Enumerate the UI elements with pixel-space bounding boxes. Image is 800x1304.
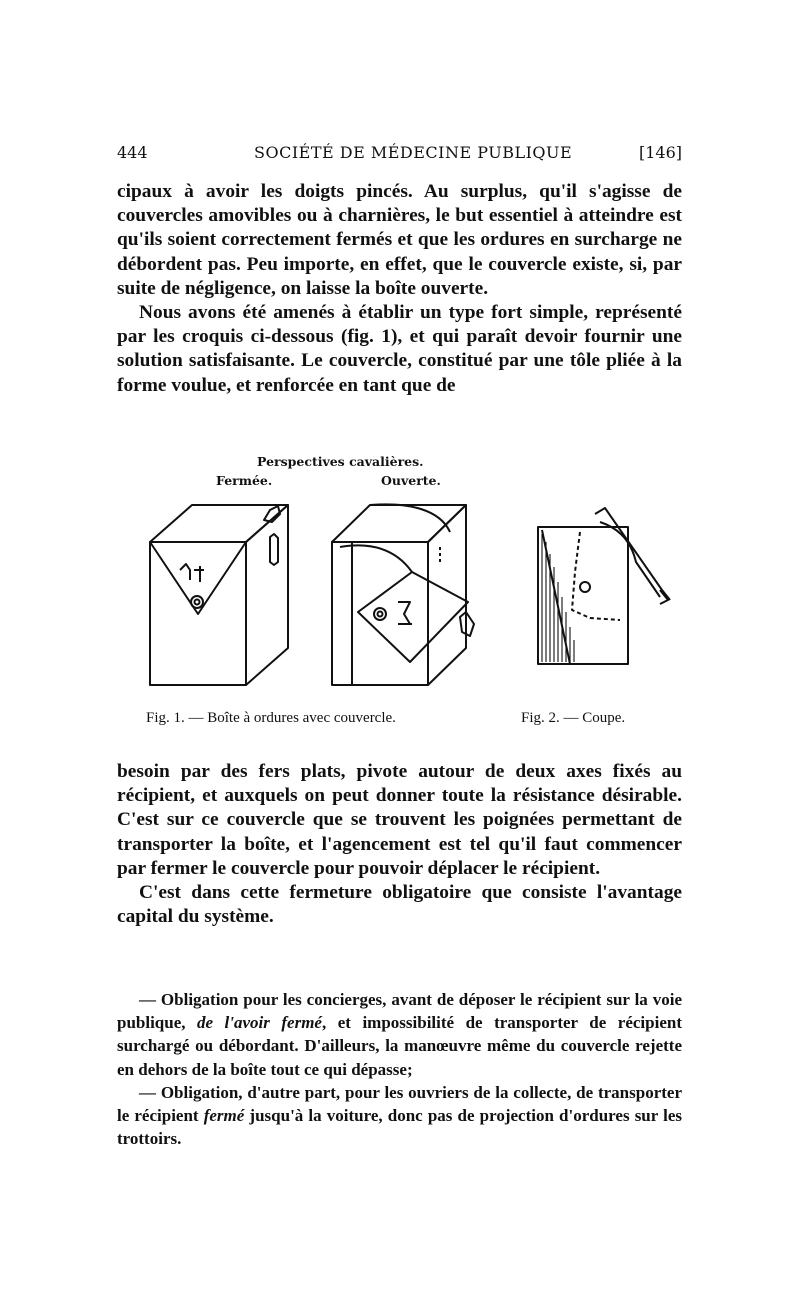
paragraph-continuation: cipaux à avoir les doigts pincés. Au surplus, qu'il s'agisse de couvercles amovibles ou à charnières, le but essentiel à atteindre est qu'ils soient correctement fermés et que les ordures en surcharge ne débordent pas. Peu importe, en effet, que le couvercle existe, si, par suite de négligence, on laisse la boîte ouverte. — [117, 181, 682, 299]
bin-illustrations — [140, 492, 680, 704]
note-2-end: jusqu'à la voiture, donc pas de projection d'ordures sur les trottoirs. — [117, 1106, 683, 1149]
paragraph-lid-description: besoin par des fers plats, pivote autour de deux axes fixés au récipient, et auxquels on peut donner toute la résistance désirable. C'est sur ce couvercle que se trouvent les poignées permettant de transporter la boîte, et l'agencement est tel qu'il faut commencer par fermer le couvercle pour pouvoir déplacer le récipient. — [117, 761, 682, 879]
note-1-emphasis: de l'avoir fermé — [197, 1013, 322, 1033]
body-text-top — [117, 180, 682, 398]
paragraph-type-description: Nous avons été amenés à établir un type fort simple, représenté par les croquis ci-dessous (fig. 1), et qui paraît devoir fournir une solution satisfaisante. Le couvercle, constitué par une tôle pliée à la forme voulue, et renforcée en tant que de — [117, 302, 682, 396]
figure-label-closed: Fermée. — [216, 473, 273, 488]
caption-fig-1: Fig. 1. — Boîte à ordures avec couvercle. — [146, 710, 396, 726]
body-text-bottom — [117, 760, 682, 929]
closed-bin-drawing — [150, 505, 288, 685]
note-workers — [117, 1081, 682, 1151]
note-2-emphasis: fermé — [203, 1106, 245, 1126]
running-header — [117, 143, 682, 169]
running-title: SOCIÉTÉ DE MÉDECINE PUBLIQUE — [254, 143, 573, 162]
note-1-start: — Obligation pour les concierges, avant de déposer le récipient sur la voie publique, — [117, 990, 682, 1033]
figure-title: Perspectives cavalières. — [257, 454, 424, 469]
note-concierges — [117, 988, 682, 1081]
figure-label-open: Ouverte. — [381, 473, 441, 488]
open-bin-drawing — [332, 504, 474, 685]
figure-bin-drawings — [140, 452, 680, 732]
page-number: 444 — [117, 143, 148, 162]
paragraph-advantage: C'est dans cette fermeture obligatoire que consiste l'avantage capital du système. — [117, 882, 682, 928]
section-number: [146] — [638, 143, 682, 162]
note-1-end: , et impossibilité de transporter de récipient surchargé ou débordant. D'ailleurs, la manœuvre même du couvercle rejette en dehors de la boîte tout ce qui dépasse; — [117, 1013, 682, 1079]
notes-block — [117, 988, 682, 1150]
caption-fig-2: Fig. 2. — Coupe. — [521, 710, 626, 726]
note-2-start: — Obligation, d'autre part, pour les ouvriers de la collecte, de transporter le récipient — [117, 1082, 682, 1126]
